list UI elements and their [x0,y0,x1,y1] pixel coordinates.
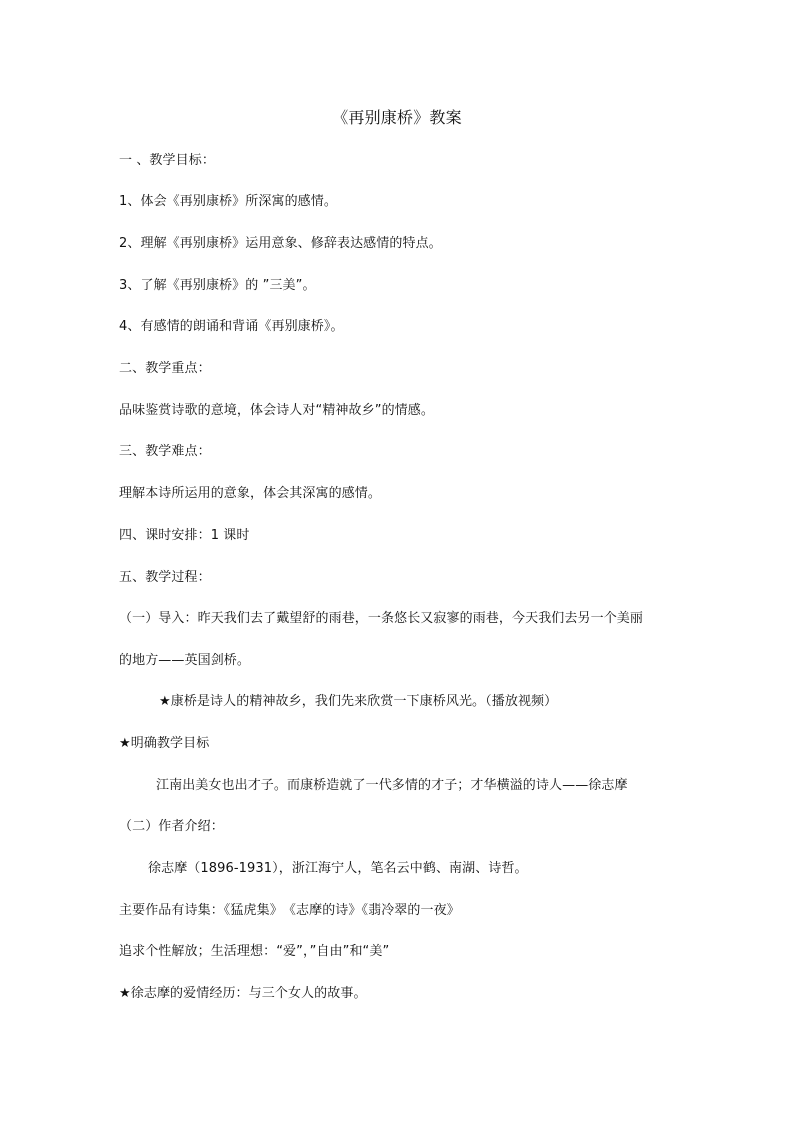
objective-2: 2、理解《再别康桥》运用意象、修辞表达感情的特点。 [119,236,442,251]
star-note-love-story: ★徐志摩的爱情经历：与三个女人的故事。 [119,986,367,1001]
section-heading-author: （二）作者介绍： [119,819,224,834]
objective-4: 4、有感情的朗诵和背诵《再别康桥》。 [119,319,344,334]
major-works: 主要作品有诗集：《猛虎集》 《志摩的诗》《翡冷翠的一夜》 [119,903,460,918]
intro-paragraph-line-2: 的地方——英国剑桥。 [119,653,251,668]
star-note-video: ★康桥是诗人的精神故乡，我们先来欣赏一下康桥风光。（播放视频） [159,694,558,709]
intro-paragraph-line-1: （一）导入：昨天我们去了戴望舒的雨巷，一条悠长又寂寥的雨巷，今天我们去另一个美丽 [119,611,644,626]
talent-paragraph: 江南出美女也出才子。而康桥造就了一代多情的才子；才华横溢的诗人——徐志摩 [156,778,628,793]
class-schedule: 四、课时安排：1 课时 [119,528,250,543]
section-heading-objectives: 一 、教学目标： [119,153,215,168]
difficulties-text: 理解本诗所运用的意象，体会其深寓的感情。 [119,486,382,501]
life-ideals: 追求个性解放；生活理想：“爱”，”自由”和“美” [119,944,390,959]
objective-1: 1、体会《再别康桥》所深寓的感情。 [119,194,337,209]
section-heading-process: 五、教学过程： [119,570,211,585]
objective-3: 3、了解《再别康桥》的 ”三美”。 [119,278,316,293]
section-heading-key-points: 二、教学重点： [119,361,211,376]
key-points-text: 品味鉴赏诗歌的意境，体会诗人对“精神故乡”的情感。 [119,403,434,418]
document-title: 《再别康桥》教案 [332,108,462,127]
star-note-objectives: ★明确教学目标 [119,736,210,751]
section-heading-difficulties: 三、教学难点： [119,444,211,459]
author-bio: 徐志摩（1896-1931），浙江海宁人，笔名云中鹤、南湖、诗哲。 [148,861,528,876]
